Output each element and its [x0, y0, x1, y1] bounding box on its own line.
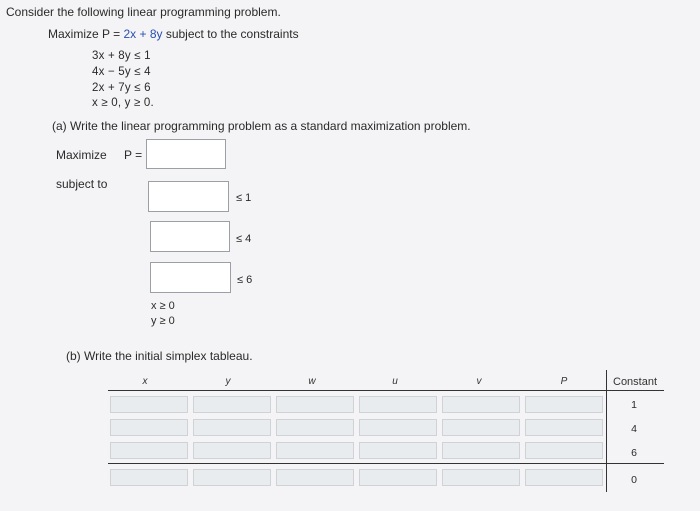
maximize-label: Maximize — [56, 148, 107, 162]
tableau-cell[interactable] — [110, 442, 188, 459]
col-header-u: u — [392, 376, 398, 387]
tableau-cell[interactable] — [525, 469, 603, 486]
constant-value-objective: 0 — [631, 474, 637, 486]
tableau-cell[interactable] — [276, 442, 354, 459]
tableau-cell[interactable] — [525, 396, 603, 413]
tableau-constant-divider — [606, 370, 607, 492]
constraint-2: 4x − 5y ≤ 4 — [92, 66, 151, 78]
objective-input[interactable] — [146, 139, 226, 169]
col-header-constant: Constant — [613, 376, 658, 388]
tableau-cell[interactable] — [276, 469, 354, 486]
col-header-p: P — [560, 376, 568, 387]
tableau-cell[interactable] — [525, 419, 603, 436]
constant-value-3: 6 — [631, 447, 637, 459]
tableau-cell[interactable] — [442, 442, 520, 459]
objective-suffix: subject to the constraints — [162, 27, 299, 41]
tableau-top-rule — [108, 390, 664, 391]
problem-intro: Consider the following linear programming problem. — [6, 5, 281, 19]
col-header-v: v — [476, 376, 482, 387]
constraint-input-2[interactable] — [150, 221, 230, 252]
constraint-input-3[interactable] — [150, 262, 231, 293]
tableau-cell[interactable] — [442, 419, 520, 436]
constraint-rhs-3: ≤ 6 — [237, 274, 253, 286]
constraint-rhs-1: ≤ 1 — [236, 192, 252, 204]
tableau-cell[interactable] — [193, 396, 271, 413]
objective-expression: 2x + 8y — [123, 27, 163, 41]
tableau-cell[interactable] — [193, 419, 271, 436]
tableau-cell[interactable] — [525, 442, 603, 459]
part-b-title: (b) Write the initial simplex tableau. — [66, 349, 253, 363]
col-header-y: y — [225, 376, 231, 387]
constraint-1: 3x + 8y ≤ 1 — [92, 50, 151, 62]
tableau-cell[interactable] — [110, 469, 188, 486]
objective-statement — [48, 27, 299, 41]
objective-prefix: Maximize P = — [48, 27, 124, 41]
subject-to-label: subject to — [56, 177, 108, 191]
part-a-title: (a) Write the linear programming problem as a standard maximization problem. — [52, 119, 471, 133]
constant-value-2: 4 — [631, 423, 637, 435]
tableau-cell[interactable] — [276, 396, 354, 413]
constraint-nonneg: x ≥ 0, y ≥ 0. — [92, 97, 154, 109]
tableau-cell[interactable] — [193, 442, 271, 459]
tableau-cell[interactable] — [359, 396, 437, 413]
tableau-cell[interactable] — [193, 469, 271, 486]
tableau-cell[interactable] — [442, 396, 520, 413]
constant-value-1: 1 — [631, 399, 637, 411]
constraint-rhs-2: ≤ 4 — [236, 233, 252, 245]
col-header-w: w — [308, 376, 316, 387]
tableau-cell[interactable] — [359, 419, 437, 436]
tableau-cell[interactable] — [276, 419, 354, 436]
col-header-x: x — [142, 376, 148, 387]
tableau-objective-rule — [108, 463, 664, 464]
tableau-cell[interactable] — [359, 469, 437, 486]
nonneg-y: y ≥ 0 — [151, 315, 175, 327]
nonneg-x: x ≥ 0 — [151, 300, 175, 312]
constraint-input-1[interactable] — [148, 181, 229, 212]
tableau-cell[interactable] — [359, 442, 437, 459]
tableau-cell[interactable] — [110, 396, 188, 413]
tableau-cell[interactable] — [110, 419, 188, 436]
p-equals-label: P = — [124, 148, 143, 162]
constraint-3: 2x + 7y ≤ 6 — [92, 82, 151, 94]
tableau-cell[interactable] — [442, 469, 520, 486]
